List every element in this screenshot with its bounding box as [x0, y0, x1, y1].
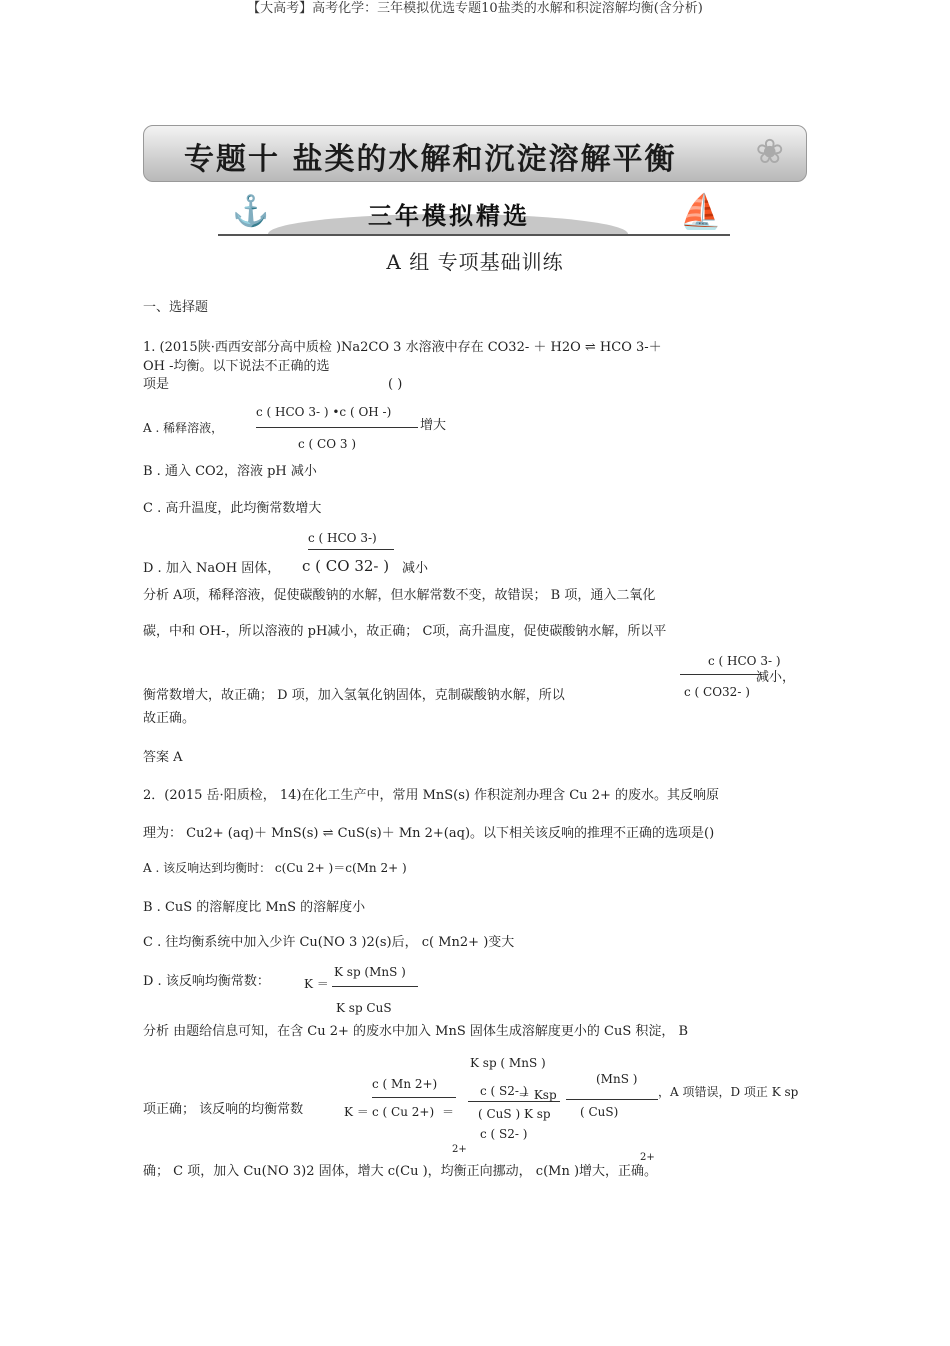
- q1-line3: 项是: [143, 377, 170, 392]
- q2-eq-frac2-num-top: K sp ( MnS ): [470, 1056, 546, 1070]
- chapter-banner: [143, 125, 807, 182]
- q1-option-d-label: D . 加入 NaOH 固体，: [143, 561, 281, 576]
- q2-eq-frac2-den-top: ( CuS ) K sp: [478, 1107, 551, 1121]
- q2-option-c: C . 往均衡系统中加入少许 Cu(NO 3 )2(s)后， c( Mn2+ )变大: [143, 935, 515, 950]
- flower-icon: ❀: [755, 132, 784, 172]
- q2-eq-k: K ＝: [344, 1105, 369, 1119]
- q1-line2: OH -均衡。以下说法不正确的选: [143, 359, 330, 374]
- q2-eq-equals: ＝: [442, 1105, 455, 1119]
- q2-eq-frac1-line: [372, 1097, 456, 1098]
- q2-analysis-line2: 项正确； 该反响的均衡常数: [143, 1102, 304, 1117]
- q1-analysis-line2: 碳，中和 OH-，所以溶液的 pH减小，故正确； C项，高升温度，促使碳酸钠水解，所以平: [143, 624, 667, 639]
- q1-analysis-fraction-line: [680, 674, 762, 675]
- q2-option-d-fraction-line: [332, 986, 418, 987]
- q1-option-d-fraction-line: [308, 549, 394, 550]
- q1-option-d-denominator: c ( CO 32- ): [302, 557, 390, 575]
- anchor-icon: ⚓: [232, 194, 270, 229]
- page-title: 【大高考】高考化学：三年模拟优选专题10盐类的水解和积淀溶解均衡(含分析): [247, 1, 703, 16]
- q2-option-d-numerator: K sp (MnS ): [334, 965, 406, 979]
- banner-title: 专题十 盐类的水解和沉淀溶解平衡: [184, 142, 677, 177]
- q2-eq-frac3-numerator: (MnS ): [596, 1072, 638, 1086]
- q1-option-c: C . 高升温度，此均衡常数增大: [143, 501, 322, 516]
- q2-eq-equals-ksp: ＝ Ksp: [518, 1088, 557, 1102]
- q2-eq-frac1-numerator: c ( Mn 2+): [372, 1077, 438, 1091]
- q1-analysis-line4: 故正确。: [143, 711, 196, 726]
- q1-option-a-numerator: c ( HCO 3- ) •c ( OH -): [256, 405, 392, 419]
- q1-analysis-line1: 分析 A项，稀释溶液，促使碳酸钠的水解，但水解常数不变，故错误； B 项，通入二氧化: [143, 588, 656, 603]
- q1-option-d-numerator: c ( HCO 3-): [308, 531, 377, 545]
- q2-line1: 2．(2015 岳·阳质检， 14)在化工生产中，常用 MnS(s) 作积淀剂办理含 Cu 2+ 的废水。其反响原: [143, 788, 719, 803]
- q1-analysis-fraction-denominator: c ( CO32- ): [684, 685, 750, 699]
- sub-banner: [218, 192, 730, 238]
- q2-analysis-line3: 确； C 项，加入 Cu(NO 3)2 固体，增大 c(Cu )，均衡正向挪动， c(Mn )增大，正确。: [143, 1164, 658, 1179]
- q1-option-a-tail: 增大: [420, 418, 447, 433]
- q2-line2: 理为： Cu2+ (aq)＋ MnS(s) ⇌ CuS(s)＋ Mn 2+(aq)。以下相关该反响的推理不正确的选项是(): [143, 826, 715, 841]
- sub-banner-title: 三年模拟精选: [368, 202, 530, 230]
- ship-icon: ⛵: [679, 192, 722, 232]
- q1-analysis-fraction-numerator: c ( HCO 3- ): [708, 654, 781, 668]
- q1-answer-bracket: ( ): [388, 377, 403, 392]
- q2-eq-frac2-den-bot: c ( S2- ): [480, 1127, 528, 1141]
- q1-answer: 答案 A: [143, 750, 183, 765]
- q1-option-a-denominator: c ( CO 3 ): [298, 437, 356, 451]
- q1-option-a-fraction-line: [256, 427, 418, 428]
- q1-option-d-tail: 减小: [402, 561, 429, 576]
- q1-analysis-tail: 减小，: [756, 670, 796, 685]
- q1-line1: 1. (2015陕·西西安部分高中质检 )Na2CO 3 水溶液中存在 CO32- ＋ H2O ⇌ HCO 3-＋: [143, 340, 662, 355]
- q1-analysis-line3: 衡常数增大，故正确； D 项，加入氢氧化钠固体，克制碳酸钠水解，所以: [143, 688, 565, 703]
- q2-eq-frac2-num-bot: c ( S2- ): [480, 1084, 528, 1098]
- banner-baseline: [218, 234, 730, 236]
- q2-eq-tail: ，A 项错误，D 项正 K sp: [658, 1085, 799, 1099]
- q2-eq-frac1-denominator: c ( Cu 2+): [372, 1105, 435, 1119]
- q2-analysis-line1: 分析 由题给信息可知，在含 Cu 2+ 的废水中加入 MnS 固体生成溶解度更小的 CuS 积淀， B: [143, 1024, 689, 1039]
- q2-superscript-left: 2+: [452, 1144, 467, 1155]
- q2-option-a: A . 该反响达到均衡时： c(Cu 2+ )＝c(Mn 2+ ): [143, 861, 407, 875]
- q2-option-d-k: K ＝: [304, 977, 329, 991]
- q2-option-d-denominator: K sp CuS: [336, 1001, 392, 1015]
- q2-superscript-right: 2+: [640, 1152, 655, 1163]
- q2-eq-frac3-denominator: ( CuS): [580, 1105, 619, 1119]
- q2-option-d-label: D . 该反响均衡常数：: [143, 974, 270, 989]
- q2-option-b: B . CuS 的溶解度比 MnS 的溶解度小: [143, 900, 366, 915]
- q2-eq-frac3-line: [566, 1099, 658, 1100]
- group-title: A 组 专项基础训练: [386, 250, 564, 274]
- q1-option-b: B . 通入 CO2，溶液 pH 减小: [143, 464, 317, 479]
- q1-option-a-label: A . 稀释溶液，: [143, 421, 224, 435]
- section-heading: 一、选择题: [143, 300, 209, 315]
